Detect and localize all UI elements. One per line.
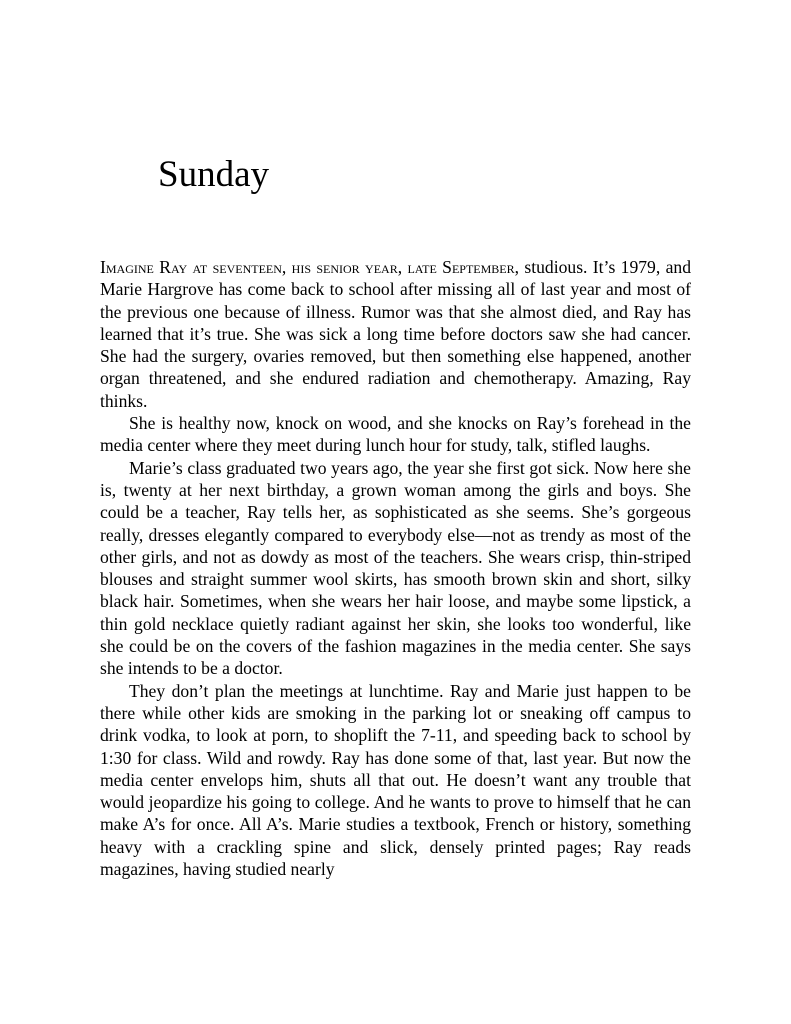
paragraph-1-text: studious. It’s 1979, and Marie Hargrove has come back to school after missing all of last year and most of the previous one because of illness. Rumor was that she almost died, and Ray has learned that it’s true. She was sick a long time before doctors saw she had cancer. She had the surgery, ovaries removed, but then something else happened, another organ threatened, and she endured radiation and chemotherapy. Amazing, Ray thinks. [100, 257, 692, 411]
paragraph-3: Marie’s class graduated two years ago, the year she first got sick. Now here she is, twenty at her next birthday, a grown woman among the girls and boys. She could be a teacher, Ray tells her, as sophisticated as she seems. She’s gorgeous really, dresses elegantly compared to everybody else—not as trendy as most of the other girls, and not as dowdy as most of the teachers. She wears crisp, thin-striped blouses and straight summer wool skirts, has smooth brown skin and short, silky black hair. Sometimes, when she wears her hair loose, and maybe some lipstick, a thin gold necklace quietly radiant against her skin, she looks too wonderful, like she could be on the covers of the fashion magazines in the media center. She says she intends to be a doctor. [100, 457, 691, 679]
chapter-title: Sunday [158, 154, 269, 195]
paragraph-2: She is healthy now, knock on wood, and she knocks on Ray’s forehead in the media center where they meet during lunch hour for study, talk, stifled laughs. [100, 413, 691, 456]
paragraph-4: They don’t plan the meetings at lunchtime. Ray and Marie just happen to be there while other kids are smoking in the parking lot or sneaking off campus to drink vodka, to look at porn, to shoplift the 7-11, and speeding back to school by 1:30 for class. Wild and rowdy. Ray has done some of that, last year. But now the media center envelops him, shuts all that out. He doesn’t want any trouble that would jeopardize his going to college. And he wants to prove to himself that he can make A’s for once. All A’s. Marie studies a textbook, French or history, something heavy with a crackling spine and slick, densely printed pages; Ray reads magazines, having studied nearly [100, 680, 691, 880]
paragraph-1 [100, 256, 691, 412]
small-caps-lead-in: Imagine Ray at seventeen, his senior year, late September, [100, 257, 520, 277]
chapter-body [100, 256, 691, 880]
